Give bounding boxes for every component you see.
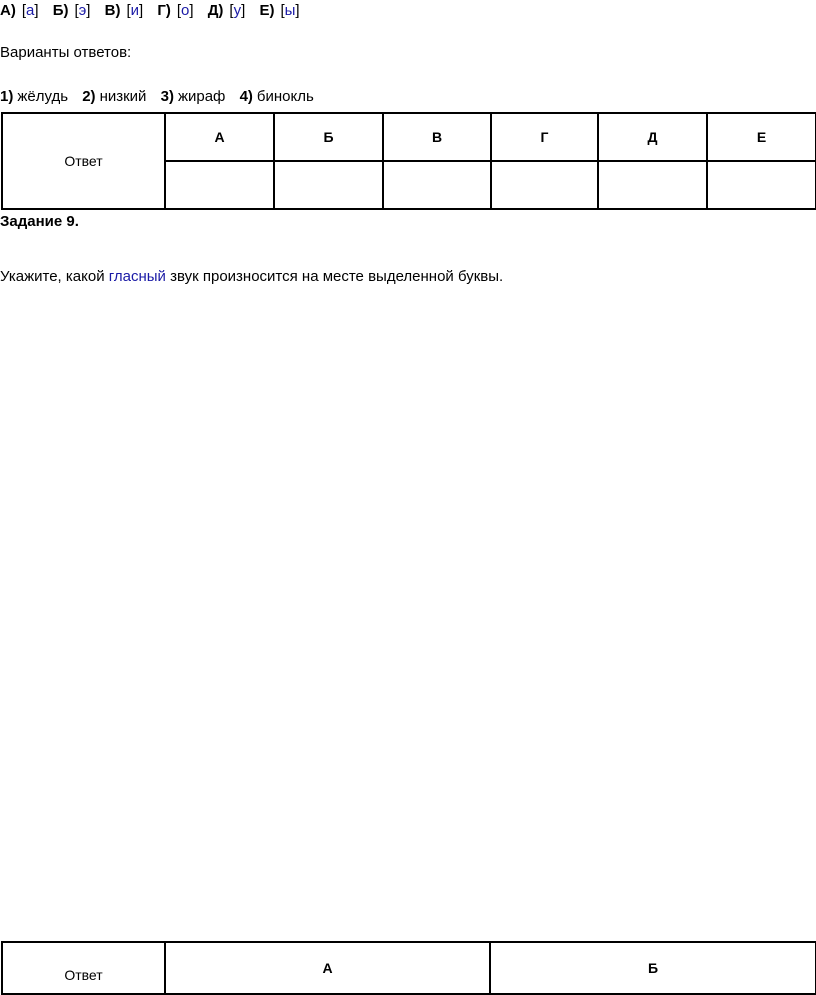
answer-cell-a[interactable] [165, 161, 274, 209]
answer-cell-v[interactable] [383, 161, 491, 209]
sound-options [0, 2, 310, 19]
variants-heading: Варианты ответов: [0, 44, 132, 61]
answer-cell-b[interactable] [274, 161, 383, 209]
column-header-b: Б [274, 113, 383, 161]
option-b: Б) [э] [52, 2, 91, 19]
option-g: Г) [о] [157, 2, 194, 19]
column-header-d: Д [598, 113, 707, 161]
column-header-a: А [165, 113, 274, 161]
column-header-b[interactable]: Б [490, 942, 816, 994]
variant-item: 2) низкий [82, 88, 147, 105]
option-e: Е) [ы] [259, 2, 300, 19]
column-header-e: Е [707, 113, 816, 161]
column-header-v: В [383, 113, 491, 161]
highlighted-word: гласный [108, 268, 166, 285]
answer-table-1 [1, 112, 816, 210]
column-header-g: Г [491, 113, 598, 161]
variant-item: 4) бинокль [239, 88, 314, 105]
variants-list [0, 88, 324, 105]
task-9-title: Задание 9. [0, 213, 79, 230]
variant-item: 3) жираф [160, 88, 226, 105]
task-9-text: Укажите, какой гласный звук произносится на месте выделенной буквы. [0, 268, 504, 285]
answer-label: Ответ [2, 113, 165, 209]
answer-cell-d[interactable] [598, 161, 707, 209]
column-header-a[interactable]: А [165, 942, 490, 994]
answer-label: Ответ [2, 942, 165, 994]
answer-table-2 [1, 941, 816, 995]
answer-cell-g[interactable] [491, 161, 598, 209]
option-v: В) [и] [104, 2, 144, 19]
option-a: А) [а] [0, 2, 39, 19]
answer-cell-e[interactable] [707, 161, 816, 209]
option-d: Д) [у] [207, 2, 246, 19]
variant-item: 1) жёлудь [0, 88, 69, 105]
